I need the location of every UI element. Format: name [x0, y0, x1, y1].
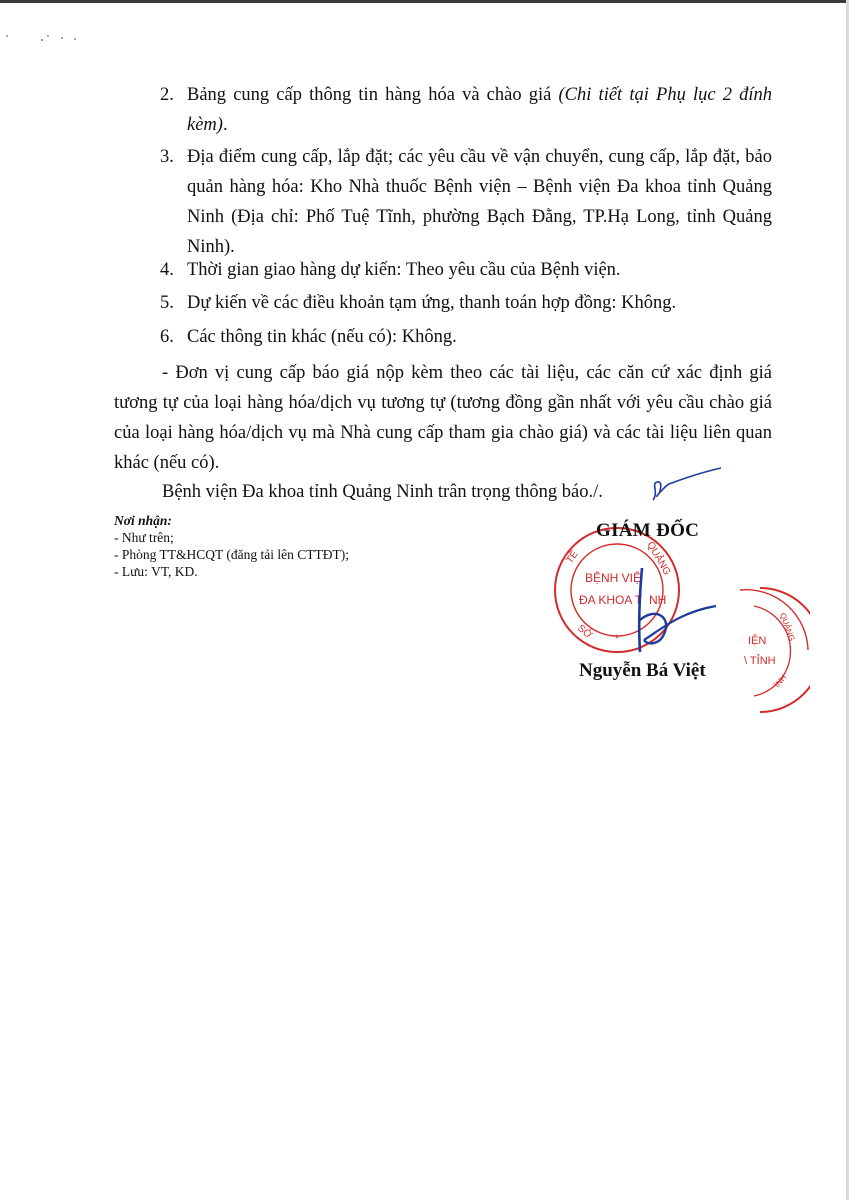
list-item-number: 2. — [160, 85, 174, 105]
closing-line: Bệnh viện Đa khoa tỉnh Quảng Ninh trân trọng thông báo./. — [162, 482, 603, 502]
svg-text:ĐA KHOA T: ĐA KHOA T — [579, 593, 643, 607]
signatory-title: GIÁM ĐỐC — [596, 520, 700, 541]
signatory-name: Nguyễn Bá Việt — [579, 660, 706, 681]
svg-text:QUẢNG: QUẢNG — [778, 611, 797, 643]
list-item-text: Các thông tin khác (nếu có): Không. — [187, 327, 457, 347]
list-item-number: 6. — [160, 327, 174, 347]
list-item-4 — [160, 255, 772, 285]
list-item-text: Thời gian giao hàng dự kiến: Theo yêu cầu của Bệnh viện. — [187, 260, 621, 280]
scan-specks — [4, 30, 84, 44]
director-signature — [610, 560, 720, 660]
svg-text:*: * — [614, 633, 620, 645]
list-item-text: Địa điểm cung cấp, lắp đặt; các yêu cầu về vận chuyển, cung cấp, lắp đặt, bảo quản hàng hóa: Kho Nhà thuốc Bệnh viện – Bệnh viện Đa khoa tỉnh Quảng Ninh (Địa chỉ: Phố Tuệ Tĩnh, phường Bạch Đằng, TP.Hạ Long, tỉnh Quảng Ninh). — [187, 147, 772, 257]
recipient-line: - Lưu: VT, KD. — [114, 564, 198, 579]
svg-text:TẾ: TẾ — [564, 548, 581, 566]
list-item-2 — [160, 80, 772, 140]
svg-text:SỞ: SỞ — [575, 622, 594, 642]
recipients-block — [114, 512, 349, 580]
svg-text:BỆNH VIỆ: BỆNH VIỆ — [585, 571, 642, 585]
recipient-line: - Như trên; — [114, 530, 174, 545]
list-item-number: 3. — [160, 147, 174, 167]
svg-text:NH: NH — [649, 593, 667, 607]
recipient-line: - Phòng TT&HCQT (đăng tải lên CTTĐT); — [114, 547, 349, 562]
scan-edge-top — [0, 0, 849, 3]
recipients-heading: Nơi nhận: — [114, 513, 172, 528]
list-item-5 — [160, 288, 772, 318]
list-item-number: 4. — [160, 260, 174, 280]
note-paragraph: - Đơn vị cung cấp báo giá nộp kèm theo các tài liệu, các căn cứ xác định giá tương tự của loại hàng hóa/dịch vụ tương tự (tương đồng gần nhất với yêu cầu chào giá của loại hàng hóa/dịch vụ mà Nhà cung cấp tham gia chào giá) và các tài liệu liên quan khác (nếu có). — [114, 363, 772, 473]
partial-hospital-stamp — [730, 584, 810, 718]
svg-text:QUẢNG: QUẢNG — [644, 540, 673, 578]
list-item-text: Bảng cung cấp thông tin hàng hóa và chào giá (Chi tiết tại Phụ lục 2 đính kèm). — [187, 85, 773, 135]
svg-text:ÌNH: ÌNH — [772, 672, 789, 690]
svg-text:\ TỈNH: \ TỈNH — [744, 655, 776, 667]
list-item-number: 5. — [160, 293, 174, 313]
list-item-6 — [160, 322, 772, 352]
initial-signature — [645, 462, 725, 504]
attachment-reference: (Chi tiết tại Phụ lục 2 đính kèm) — [187, 85, 773, 135]
list-item-3 — [160, 142, 772, 262]
svg-text:IỆN: IỆN — [748, 635, 767, 647]
list-item-text: Dự kiến về các điều khoản tạm ứng, thanh toán hợp đồng: Không. — [187, 293, 677, 313]
